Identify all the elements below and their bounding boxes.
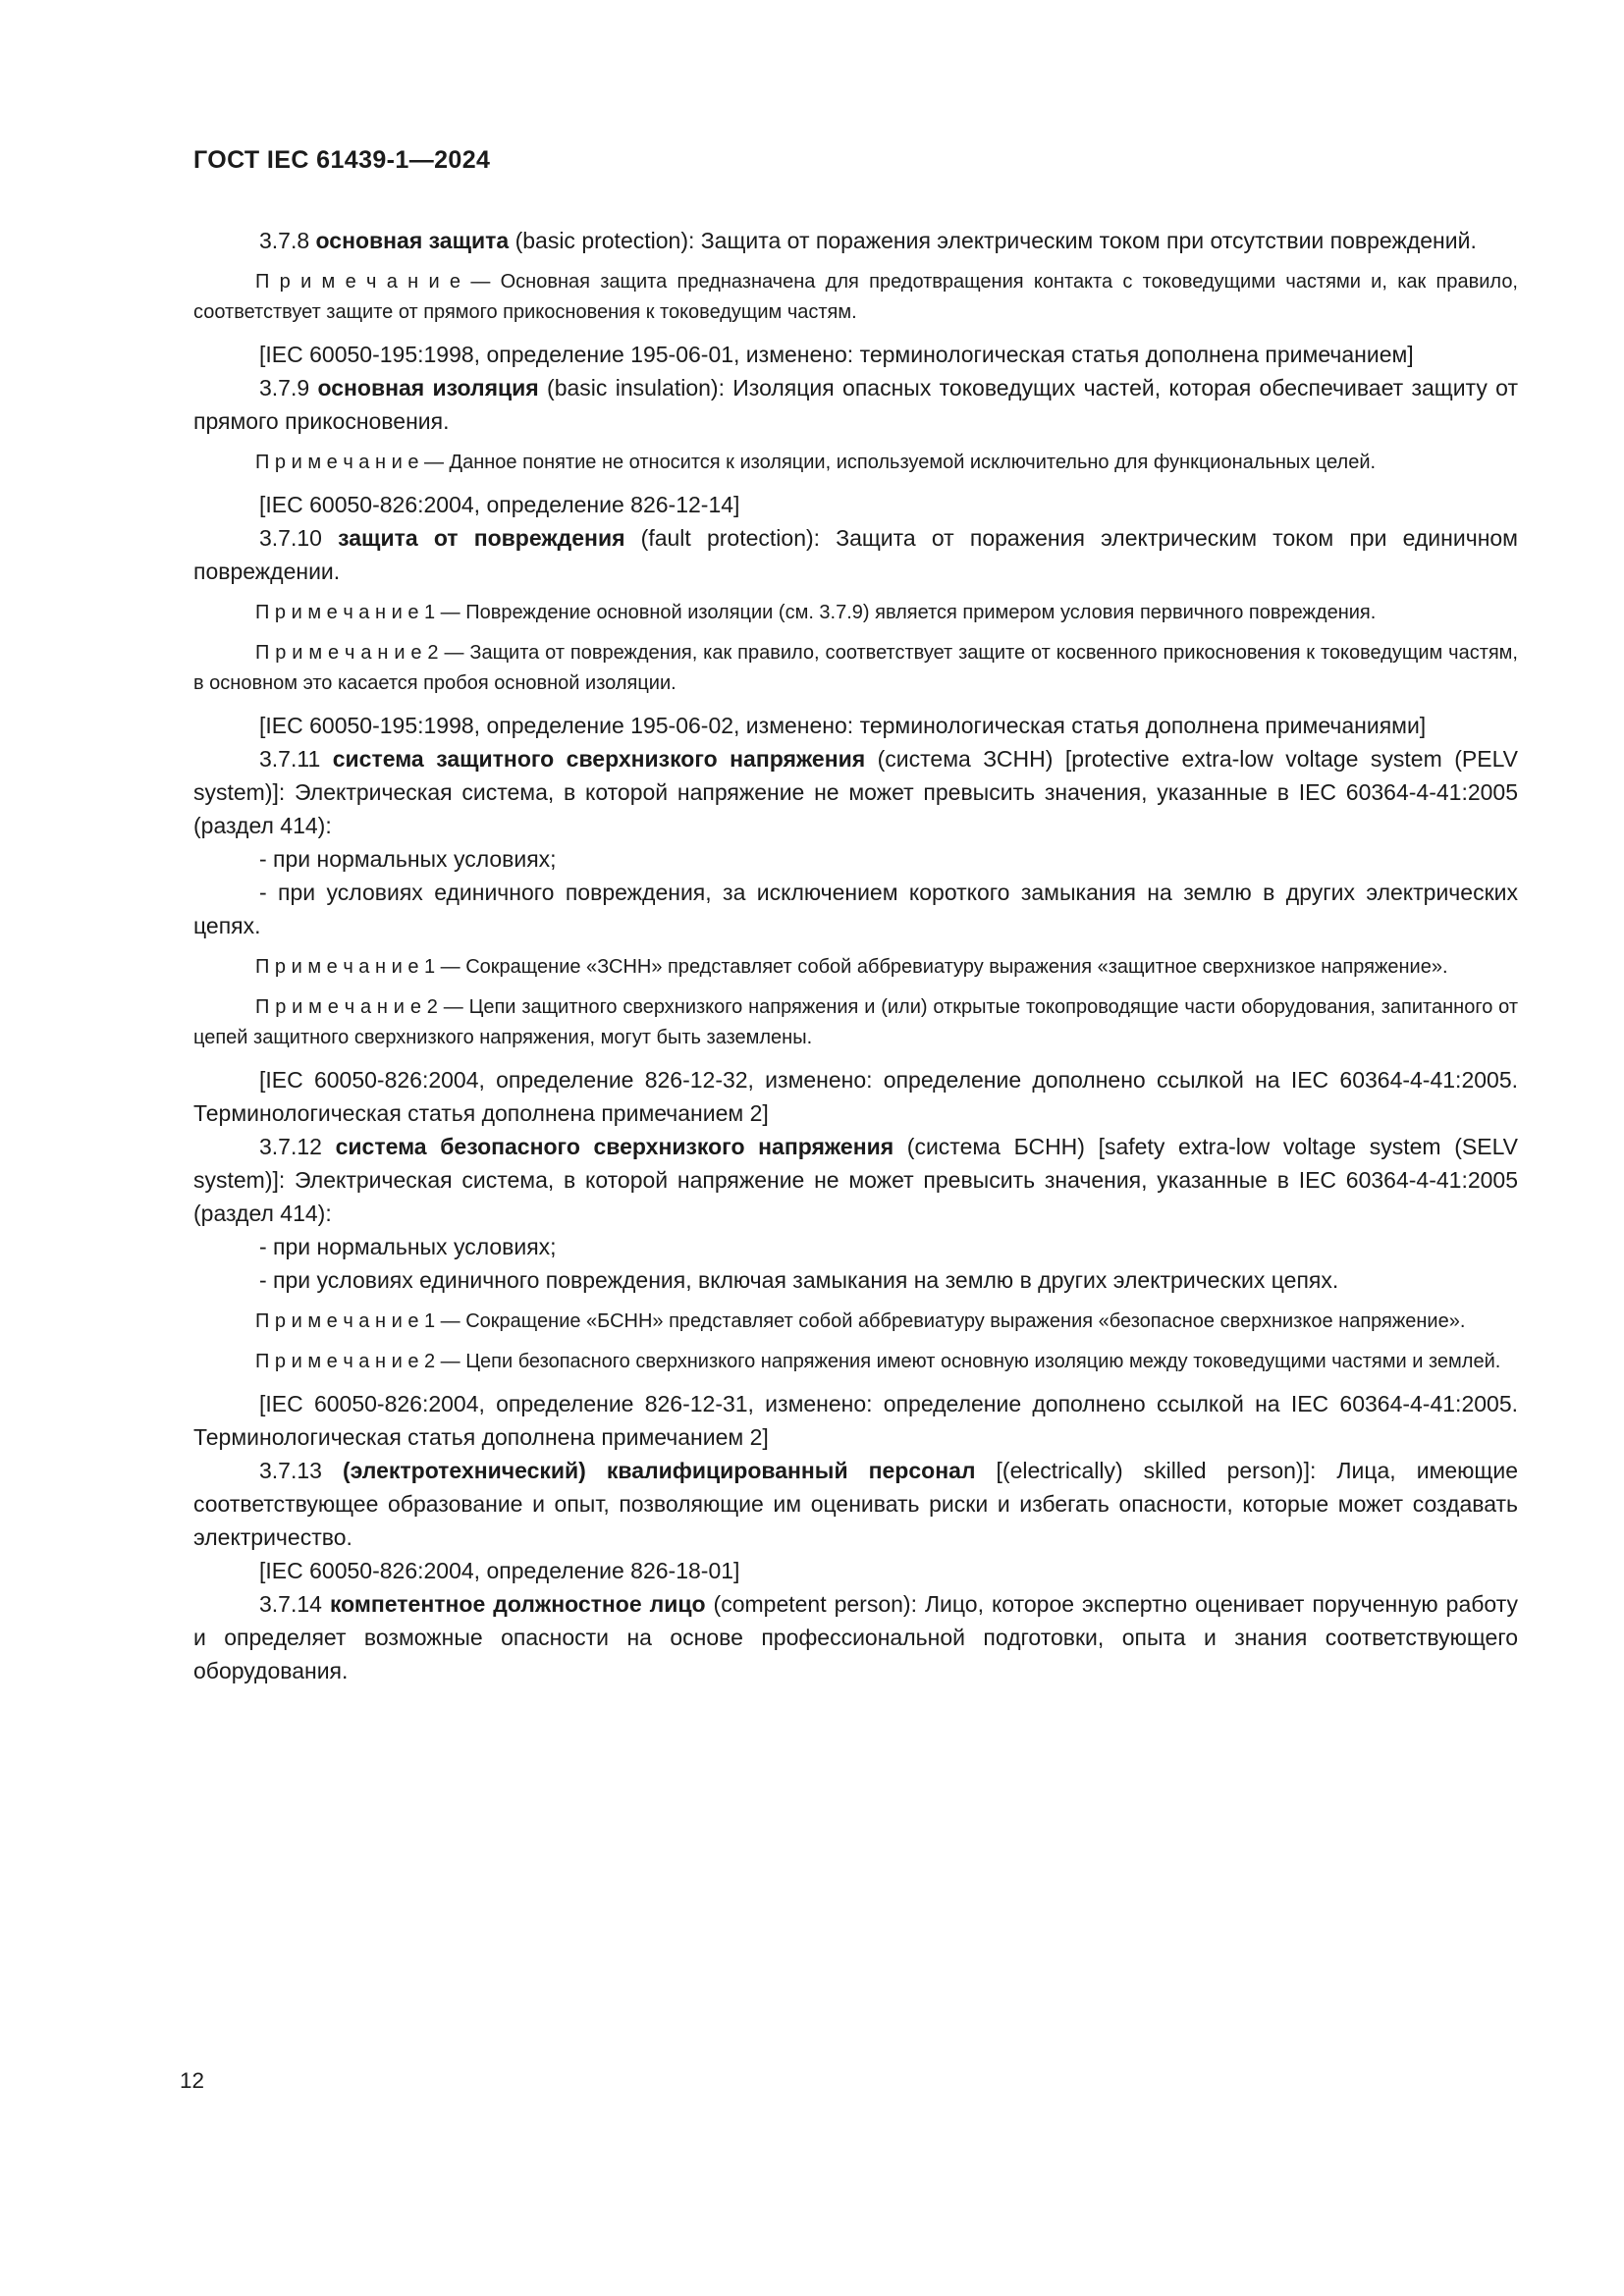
- text-run: - при условиях единичного повреждения, включая замыкания на землю в других электрических цепях.: [259, 1267, 1339, 1293]
- text-run: (competent person): Лицо, которое экспертно оценивает порученную работу и определяет возможные опасности на основе профессиональной подготовки, опыта и знания соответствующего оборудования.: [193, 1591, 1518, 1683]
- note-paragraph: [193, 267, 1518, 328]
- iec-reference-paragraph: [193, 338, 1518, 371]
- document-content: [193, 224, 1518, 1687]
- text-run: П р и м е ч а н и е 2 — Защита от повреждения, как правило, соответствует защите от косвенного прикосновения к токоведущим частям, в основном это касается пробоя основной изоляции.: [193, 642, 1518, 694]
- text-run: 3.7.11: [259, 746, 333, 772]
- text-run: (система ЗСНН) [protective extra-low voltage system (PELV system)]: Электрическая система, в которой напряжение не может превысить значения, указанные в IEC 60364-4-41:2005 (раздел 414):: [193, 746, 1519, 838]
- note-paragraph: [193, 1307, 1518, 1337]
- text-run: - при нормальных условиях;: [259, 1234, 557, 1259]
- list-item: [193, 842, 1518, 876]
- text-run-bold: основная изоляция: [317, 375, 539, 400]
- note-paragraph: [193, 448, 1518, 478]
- page-number: 12: [180, 2068, 205, 2093]
- running-header: ГОСТ IEC 61439-1—2024: [193, 146, 491, 174]
- note-paragraph: [193, 638, 1518, 699]
- text-run: П р и м е ч а н и е 2 — Цепи защитного сверхнизкого напряжения и (или) открытые токопроводящие части оборудования, запитанного от цепей защитного сверхнизкого напряжения, могут быть заземлены.: [193, 996, 1518, 1048]
- text-run-bold: компетентное должностное лицо: [329, 1591, 706, 1617]
- text-run: 3.7.10: [259, 525, 339, 551]
- iec-reference-paragraph: [193, 1387, 1518, 1454]
- term-definition-paragraph: [193, 521, 1518, 588]
- text-run-bold: (электротехнический) квалифицированный персонал: [342, 1458, 976, 1483]
- list-item: [193, 1263, 1518, 1297]
- text-run: 3.7.8: [259, 228, 316, 253]
- note-paragraph: [193, 992, 1518, 1053]
- text-run: П р и м е ч а н и е 1 — Повреждение основной изоляции (см. 3.7.9) является примером условия первичного повреждения.: [255, 602, 1377, 623]
- text-run: [(electrically) skilled person)]: Лица, имеющие соответствующее образование и опыт, позволяющие им оценивать риски и избегать опасности, которые может создавать электричество.: [193, 1458, 1518, 1550]
- iec-reference-paragraph: [193, 709, 1518, 742]
- term-definition-paragraph: [193, 1130, 1518, 1230]
- text-run: 3.7.13: [259, 1458, 343, 1483]
- term-definition-paragraph: [193, 371, 1518, 438]
- text-run: П р и м е ч а н и е 1 — Сокращение «БСНН» представляет собой аббревиатуру выражения «безопасное сверхнизкое напряжение».: [255, 1310, 1466, 1332]
- text-run: (basic insulation): Изоляция опасных токоведущих частей, которая обеспечивает защиту от прямого прикосновения.: [193, 375, 1518, 434]
- text-run: (fault protection): Защита от поражения электрическим током при единичном повреждении.: [193, 525, 1518, 584]
- text-run: 3.7.12: [259, 1134, 336, 1159]
- text-run: [IEC 60050-195:1998, определение 195-06-02, изменено: терминологическая статья дополнена примечаниями]: [259, 713, 1427, 738]
- text-run-bold: система защитного сверхнизкого напряжения: [332, 746, 866, 772]
- text-run: - при условиях единичного повреждения, за исключением короткого замыкания на землю в других электрических цепях.: [193, 880, 1518, 938]
- list-item: [193, 1230, 1518, 1263]
- text-run: П р и м е ч а н и е — Основная защита предназначена для предотвращения контакта с токоведущими частями и, как правило, соответствует защите от прямого прикосновения к токоведущим частям.: [193, 271, 1518, 323]
- text-run-bold: система безопасного сверхнизкого напряжения: [335, 1134, 894, 1159]
- text-run: - при нормальных условиях;: [259, 846, 557, 872]
- iec-reference-paragraph: [193, 488, 1518, 521]
- text-run: 3.7.14: [259, 1591, 330, 1617]
- text-run: [IEC 60050-826:2004, определение 826-12-14]: [259, 492, 740, 517]
- term-definition-paragraph: [193, 742, 1518, 842]
- text-run: [IEC 60050-826:2004, определение 826-12-32, изменено: определение дополнено ссылкой на IEC 60364-4-41:2005. Терминологическая статья дополнена примечанием 2]: [193, 1067, 1518, 1126]
- note-paragraph: [193, 598, 1518, 628]
- note-paragraph: [193, 952, 1518, 983]
- text-run: [IEC 60050-195:1998, определение 195-06-01, изменено: терминологическая статья дополнена примечанием]: [259, 342, 1414, 367]
- note-paragraph: [193, 1347, 1518, 1377]
- text-run: [IEC 60050-826:2004, определение 826-12-31, изменено: определение дополнено ссылкой на IEC 60364-4-41:2005. Терминологическая статья дополнена примечанием 2]: [193, 1391, 1518, 1450]
- text-run: [IEC 60050-826:2004, определение 826-18-01]: [259, 1558, 740, 1583]
- term-definition-paragraph: [193, 224, 1518, 257]
- iec-reference-paragraph: [193, 1554, 1518, 1587]
- text-run: 3.7.9: [259, 375, 318, 400]
- text-run: П р и м е ч а н и е — Данное понятие не относится к изоляции, используемой исключительно для функциональных целей.: [255, 452, 1377, 473]
- list-item: [193, 876, 1518, 942]
- text-run: (система БСНН) [safety extra-low voltage system (SELV system)]: Электрическая система, в которой напряжение не может превысить значения, указанные в IEC 60364-4-41:2005 (раздел 414):: [193, 1134, 1518, 1226]
- text-run: (basic protection): Защита от поражения электрическим током при отсутствии повреждений.: [509, 228, 1477, 253]
- term-definition-paragraph: [193, 1587, 1518, 1687]
- text-run: П р и м е ч а н и е 2 — Цепи безопасного сверхнизкого напряжения имеют основную изоляцию между токоведущими частями и землей.: [255, 1351, 1501, 1372]
- text-run: П р и м е ч а н и е 1 — Сокращение «ЗСНН» представляет собой аббревиатуру выражения «защитное сверхнизкое напряжение».: [255, 956, 1448, 978]
- iec-reference-paragraph: [193, 1063, 1518, 1130]
- text-run-bold: защита от повреждения: [338, 525, 625, 551]
- term-definition-paragraph: [193, 1454, 1518, 1554]
- text-run-bold: основная защита: [315, 228, 510, 253]
